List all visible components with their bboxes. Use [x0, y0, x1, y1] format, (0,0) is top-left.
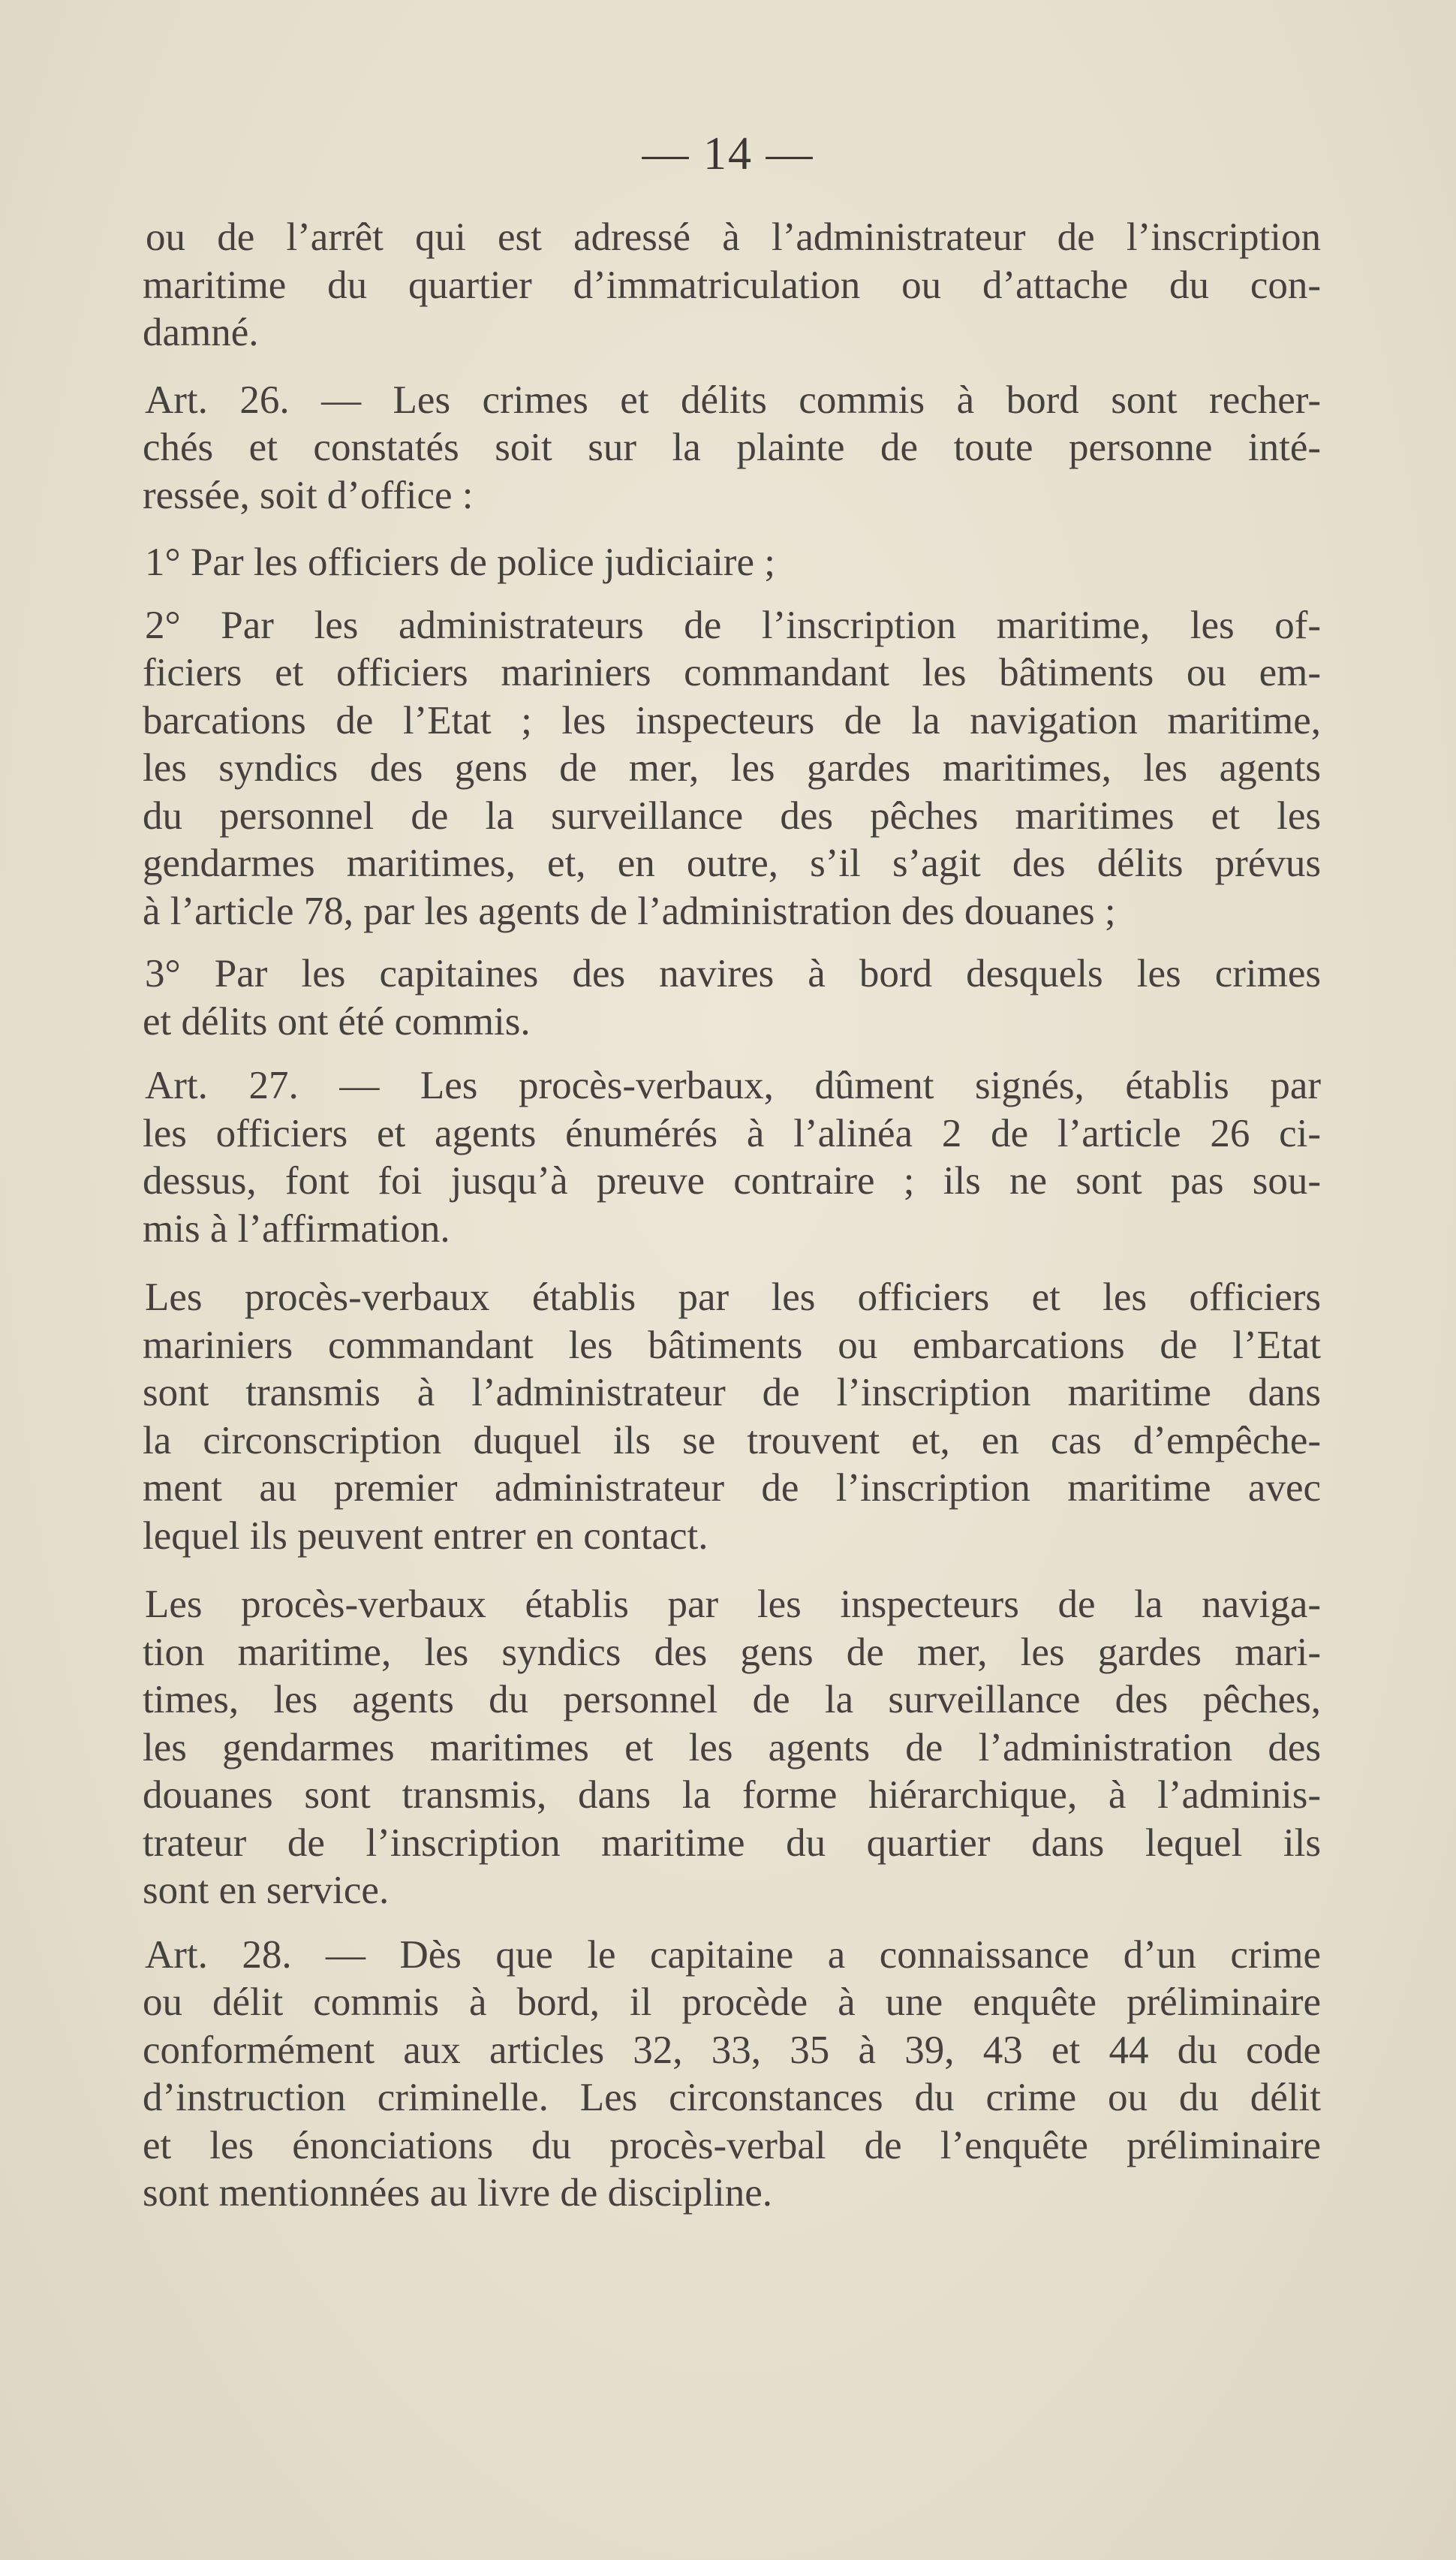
body-text — [143, 214, 1321, 2237]
paragraph-p-item2 — [143, 602, 1321, 936]
paragraph-p1 — [143, 214, 1321, 357]
text-line: Art. 28. — Dès que le capitaine a connaissance d’un crime — [145, 1932, 1321, 1977]
text-line: Les procès-verbaux établis par les inspecteurs de la naviga- — [145, 1583, 1321, 1626]
text-line: trateur de l’inscription maritime du quartier dans lequel ils — [143, 1821, 1321, 1865]
text-line: sont mentionnées au livre de discipline. — [143, 2171, 772, 2215]
text-line: times, les agents du personnel de la surveillance des pêches, — [143, 1678, 1321, 1721]
text-line: chés et constatés soit sur la plainte de toute personne inté- — [143, 426, 1321, 469]
text-line: douanes sont transmis, dans la forme hiérarchique, à l’adminis- — [143, 1773, 1321, 1817]
text-line: sont en service. — [143, 1869, 390, 1912]
text-line: maritime du quartier d’immatriculation ou d’attache du con- — [143, 263, 1321, 307]
text-line: tion maritime, les syndics des gens de mer, les gardes mari- — [143, 1630, 1321, 1674]
text-line: 1° Par les officiers de police judiciaire ; — [145, 541, 775, 584]
text-line: et les énonciations du procès-verbal de l’enquête préliminaire — [143, 2123, 1321, 2167]
text-line: dessus, font foi jusqu’à preuve contraire ; ils ne sont pas sou- — [143, 1159, 1321, 1203]
text-line: les syndics des gens de mer, les gardes maritimes, les agents — [143, 746, 1321, 790]
text-line: mariniers commandant les bâtiments ou embarcations de l’Etat — [143, 1323, 1321, 1367]
text-line: les gendarmes maritimes et les agents de l’administration des — [143, 1725, 1321, 1769]
paragraph-p-art27 — [143, 1062, 1321, 1253]
text-line: mis à l’affirmation. — [143, 1206, 450, 1251]
paragraph-p-item3 — [143, 950, 1321, 1046]
text-line: Art. 26. — Les crimes et délits commis à bord sont recher- — [145, 378, 1321, 422]
page-number: — 14 — — [642, 128, 814, 179]
paragraph-p-pv1 — [143, 1274, 1321, 1560]
paragraph-p-art28 — [143, 1932, 1321, 2218]
text-line: damné. — [143, 311, 259, 354]
text-line: ment au premier administrateur de l’inscription maritime avec — [143, 1466, 1321, 1510]
text-line: ficiers et officiers mariniers commandant les bâtiments ou em- — [143, 651, 1321, 694]
paragraph-p-art26 — [143, 377, 1321, 520]
text-line: conformément aux articles 32, 33, 35 à 39, 43 et 44 du code — [143, 2028, 1321, 2072]
text-line: lequel ils peuvent entrer en contact. — [143, 1513, 708, 1558]
text-line: barcations de l’Etat ; les inspecteurs de la navigation maritime, — [143, 698, 1321, 742]
text-line: les officiers et agents énumérés à l’alinéa 2 de l’article 26 ci- — [143, 1111, 1321, 1155]
paragraph-p-item1 — [143, 539, 1321, 587]
text-line: du personnel de la surveillance des pêches maritimes et les — [143, 794, 1321, 838]
text-line: gendarmes maritimes, et, en outre, s’il s’agit des délits prévus — [143, 842, 1321, 885]
text-line: Art. 27. — Les procès-verbaux, dûment signés, établis par — [145, 1064, 1321, 1107]
text-line: à l’article 78, par les agents de l’administration des douanes ; — [143, 889, 1116, 933]
text-line: la circonscription duquel ils se trouvent et, en cas d’empêche- — [143, 1418, 1321, 1462]
text-line: ou délit commis à bord, il procède à une enquête préliminaire — [143, 1980, 1321, 2024]
text-line: Les procès-verbaux établis par les officiers et les officiers — [145, 1275, 1321, 1319]
text-line: ressée, soit d’office : — [143, 473, 474, 517]
text-line: et délits ont été commis. — [143, 999, 531, 1044]
paragraph-p-pv2 — [143, 1581, 1321, 1915]
text-line: ou de l’arrêt qui est adressé à l’administrateur de l’inscription — [146, 215, 1321, 259]
text-line: 2° Par les administrateurs de l’inscription maritime, les of- — [145, 603, 1321, 647]
text-line: sont transmis à l’administrateur de l’inscription maritime dans — [143, 1371, 1321, 1414]
text-line: 3° Par les capitaines des navires à bord desquels les crimes — [145, 952, 1321, 995]
text-line: d’instruction criminelle. Les circonstances du crime ou du délit — [143, 2076, 1321, 2119]
